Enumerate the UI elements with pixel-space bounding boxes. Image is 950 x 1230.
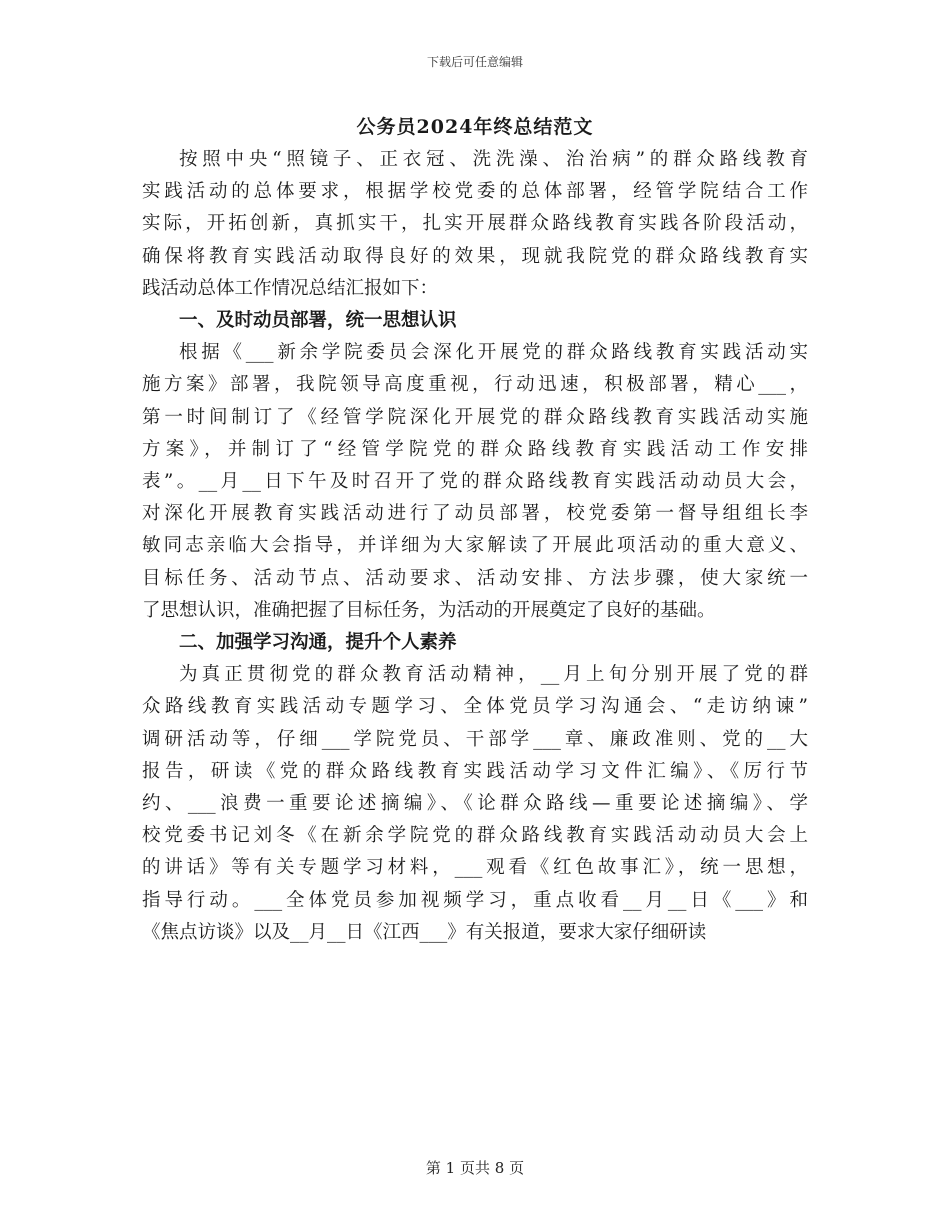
intro-line: 按照中央“照镜子、正衣冠、洗洗澡、治治病”的群众路线教育 [179, 149, 808, 170]
intro-line: 实践活动的总体要求，根据学校党委的总体部署，经管学院结合工作 [142, 181, 808, 203]
section-1-paragraph [142, 337, 808, 627]
section2-line: 约、___浪费一重要论述摘编》、《论群众路线—重要论述摘编》、学 [142, 793, 808, 815]
intro-line: 确保将教育实践活动取得良好的效果，现就我院党的群众路线教育实 [142, 245, 808, 267]
section1-line: 根据《___新余学院委员会深化开展党的群众路线教育实践活动实 [179, 342, 808, 364]
intro-line: 实际，开拓创新，真抓实干，扎实开展群众路线教育实践各阶段活动， [142, 213, 808, 235]
section-2-paragraph [142, 659, 808, 949]
section1-line: 对深化开展教育实践活动进行了动员部署，校党委第一督导组组长李 [142, 503, 808, 525]
section1-line: 施方案》部署，我院领导高度重视，行动迅速，积极部署，精心___， [142, 374, 808, 396]
section-1-heading: 一、及时动员部署，统一思想认识 [179, 310, 457, 332]
header-note: 下载后可任意编辑 [426, 55, 523, 69]
intro-paragraph [142, 144, 808, 305]
section1-line: 了思想认识，准确把握了目标任务，为活动的开展奠定了良好的基础。 [142, 599, 716, 621]
page-footer: 第 1 页共 8 页 [425, 1159, 525, 1177]
document-title: 公务员2024年终总结范文 [356, 116, 594, 138]
section-2-heading: 二、加强学习沟通，提升个人素养 [179, 632, 457, 654]
section1-line: 敏同志亲临大会指导，并详细为大家解读了开展此项活动的重大意义、 [142, 535, 808, 557]
section2-line: 指导行动。___全体党员参加视频学习，重点收看__月__日《___》和 [142, 889, 808, 911]
document-body [142, 110, 808, 949]
section2-line: 的讲话》等有关专题学习材料，___观看《红色故事汇》，统一思想， [142, 857, 808, 879]
section2-line: 为真正贯彻党的群众教育活动精神，__月上旬分别开展了党的群 [179, 664, 808, 686]
intro-line: 践活动总体工作情况总结汇报如下： [142, 277, 439, 299]
section2-line: 众路线教育实践活动专题学习、全体党员学习沟通会、“走访纳谏” [142, 696, 808, 718]
section2-line: 校党委书记刘冬《在新余学院党的群众路线教育实践活动动员大会上 [142, 825, 808, 847]
section1-line: 方案》，并制订了“经管学院党的群众路线教育实践活动工作安排 [142, 438, 808, 460]
section1-line: 第一时间制订了《经管学院深化开展党的群众路线教育实践活动实施 [142, 406, 808, 428]
section1-line: 表”。__月__日下午及时召开了党的群众路线教育实践活动动员大会， [142, 471, 808, 493]
section2-line: 报告，研读《党的群众路线教育实践活动学习文件汇编》、《厉行节 [142, 760, 808, 782]
section2-line: 《焦点访谈》以及__月__日《江西___》有关报道，要求大家仔细研读 [142, 921, 707, 943]
section2-line: 调研活动等，仔细___学院党员、干部学___章、廉政准则、党的__大 [142, 728, 808, 750]
section1-line: 目标任务、活动节点、活动要求、活动安排、方法步骤，使大家统一 [142, 567, 808, 589]
